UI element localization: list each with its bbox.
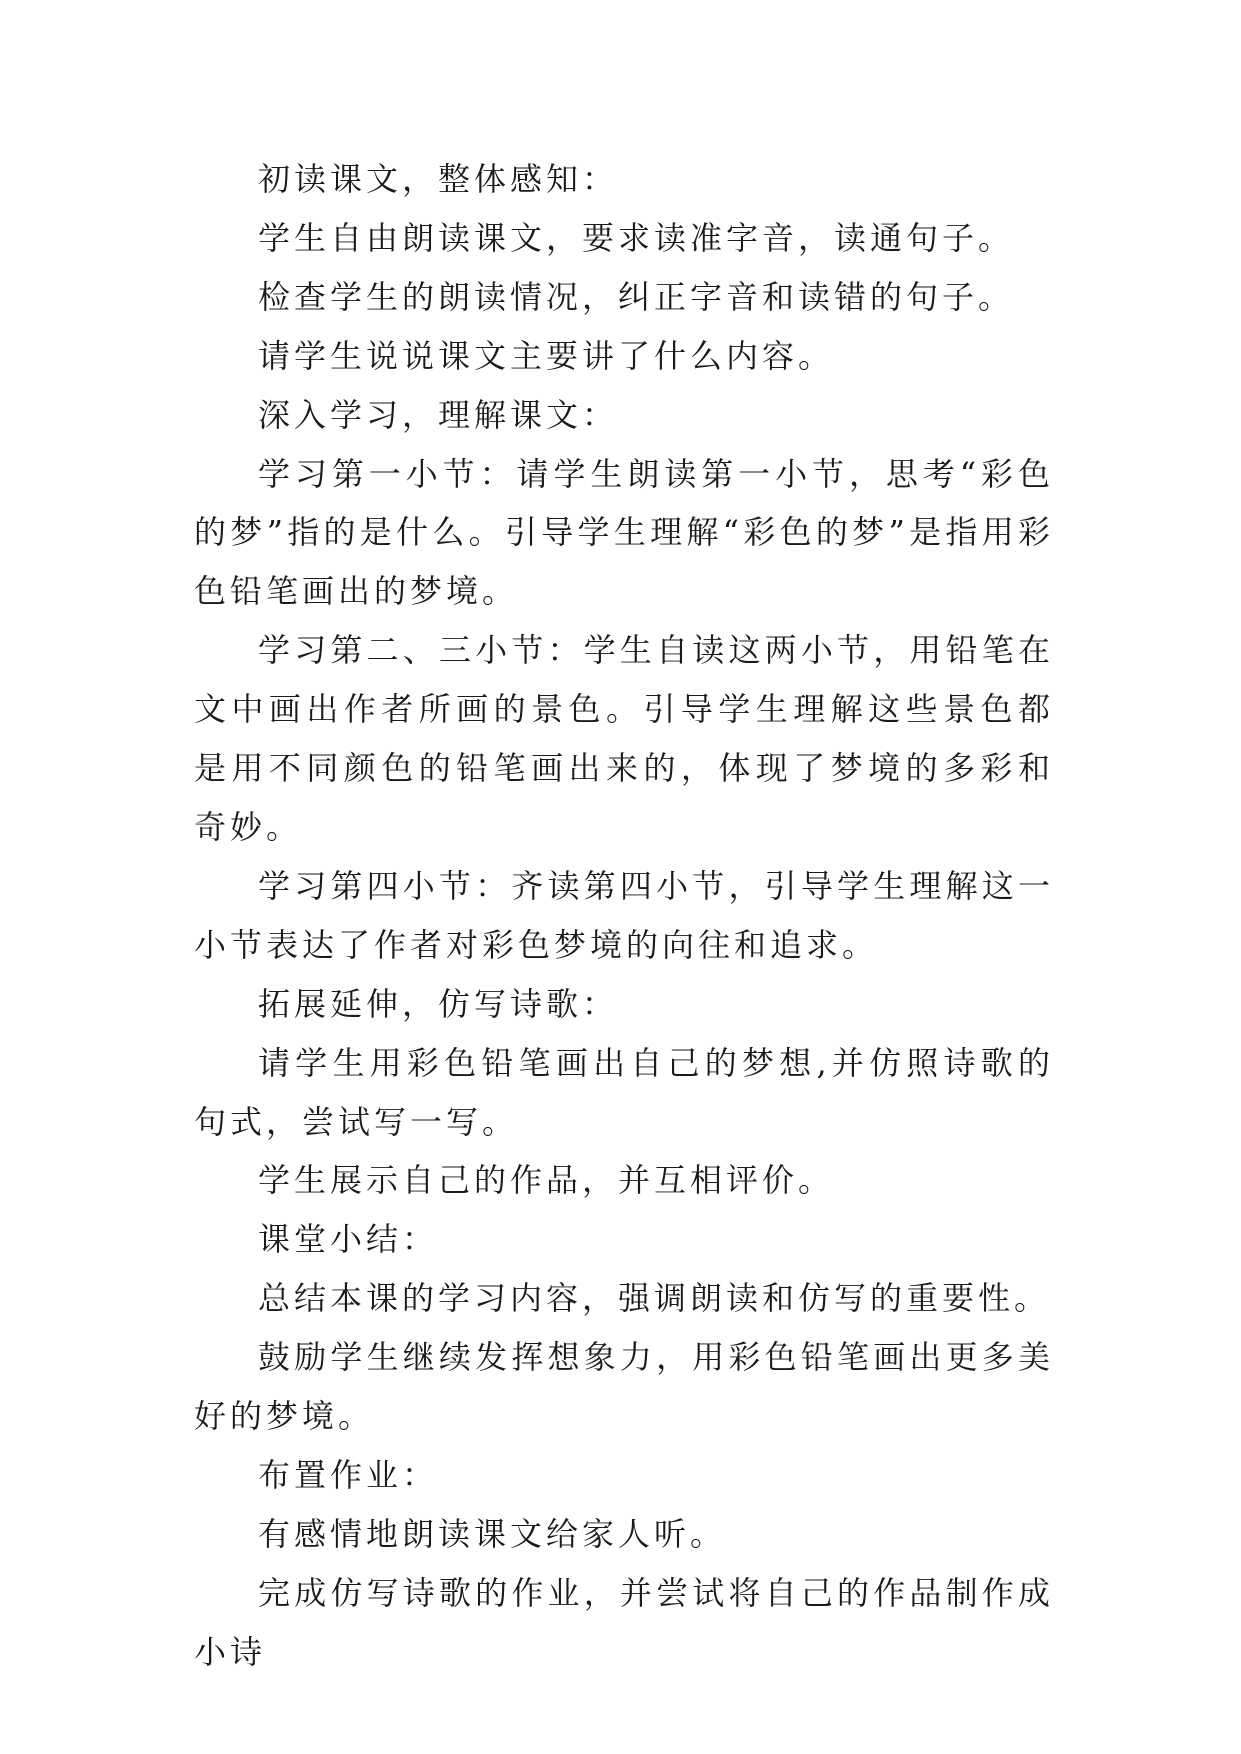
paragraph: 学习第四小节：齐读第四小节，引导学生理解这一小节表达了作者对彩色梦境的向往和追求。 xyxy=(194,866,1054,964)
paragraph: 学习第一小节：请学生朗读第一小节，思考“彩色的梦”指的是什么。引导学生理解“彩色的梦”是指用彩色铅笔画出的梦境。 xyxy=(194,454,1054,611)
paragraph: 请学生说说课文主要讲了什么内容。 xyxy=(258,336,835,375)
paragraph: 完成仿写诗歌的作业，并尝试将自己的作品制作成小诗 xyxy=(194,1573,1054,1671)
paragraph: 学生自由朗读课文，要求读准字音，读通句子。 xyxy=(258,218,1015,257)
document-body xyxy=(194,150,1054,1682)
paragraph: 有感情地朗读课文给家人听。 xyxy=(258,1514,727,1553)
paragraph: 总结本课的学习内容，强调朗读和仿写的重要性。 xyxy=(258,1279,1051,1318)
paragraph: 检查学生的朗读情况，纠正字音和读错的句子。 xyxy=(258,277,1015,316)
section-heading-summary: 课堂小结： xyxy=(258,1220,439,1259)
section-heading-first-reading: 初读课文，整体感知： xyxy=(258,160,619,198)
section-heading-homework: 布置作业： xyxy=(258,1455,439,1494)
section-heading-extension: 拓展延伸，仿写诗歌： xyxy=(258,984,619,1023)
paragraph: 请学生用彩色铅笔画出自己的梦想,并仿照诗歌的句式，尝试写一写。 xyxy=(194,1043,1054,1141)
paragraph: 学习第二、三小节：学生自读这两小节，用铅笔在文中画出作者所画的景色。引导学生理解这些景色都是用不同颜色的铅笔画出来的，体现了梦境的多彩和奇妙。 xyxy=(194,631,1054,846)
section-heading-deep-study: 深入学习，理解课文： xyxy=(258,395,619,434)
paragraph: 鼓励学生继续发挥想象力，用彩色铅笔画出更多美好的梦境。 xyxy=(194,1338,1054,1436)
paragraph: 学生展示自己的作品，并互相评价。 xyxy=(258,1161,835,1200)
